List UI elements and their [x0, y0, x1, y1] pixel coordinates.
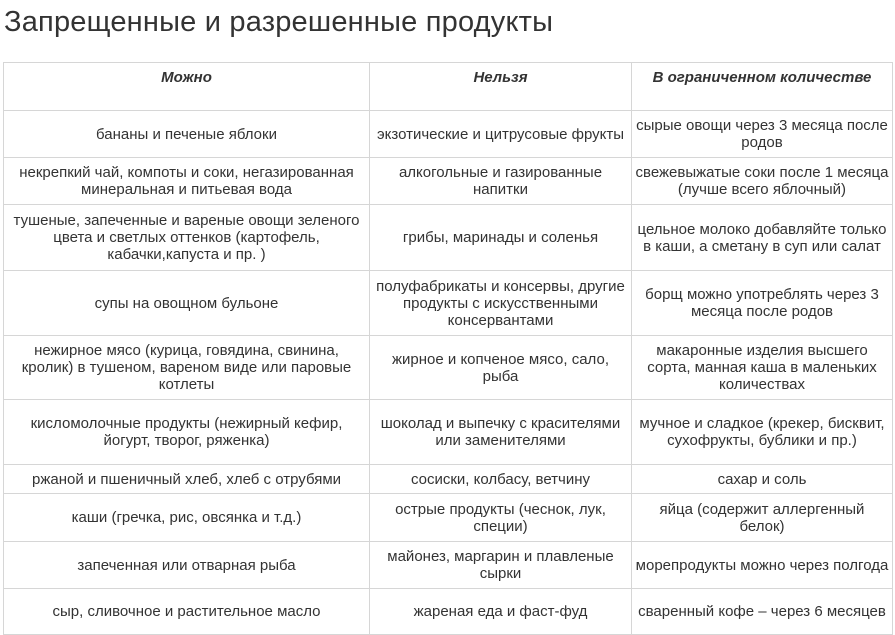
header-forbidden: Нельзя [370, 63, 632, 111]
table-row [4, 400, 893, 465]
cell-allowed: ржаной и пшеничный хлеб, хлеб с отрубями [4, 465, 370, 494]
cell-limited: свежевыжатые соки после 1 месяца (лучше всего яблочный) [632, 158, 893, 205]
cell-forbidden: сосиски, колбасу, ветчину [370, 465, 632, 494]
cell-allowed: кисломолочные продукты (нежирный кефир, йогурт, творог, ряженка) [4, 400, 370, 465]
cell-forbidden: грибы, маринады и соленья [370, 205, 632, 271]
table-header-row [4, 63, 893, 111]
cell-forbidden: майонез, маргарин и плавленые сырки [370, 542, 632, 589]
cell-allowed: тушеные, запеченные и вареные овощи зеленого цвета и светлых оттенков (картофель, кабачки,капуста и пр. ) [4, 205, 370, 271]
header-limited: В ограниченном количестве [632, 63, 893, 111]
cell-forbidden: жареная еда и фаст-фуд [370, 589, 632, 635]
table-row [4, 542, 893, 589]
table-row [4, 158, 893, 205]
cell-limited: сваренный кофе – через 6 месяцев [632, 589, 893, 635]
cell-limited: цельное молоко добавляйте только в каши, а сметану в суп или салат [632, 205, 893, 271]
cell-allowed: бананы и печеные яблоки [4, 111, 370, 158]
cell-forbidden: жирное и копченое мясо, сало, рыба [370, 336, 632, 400]
cell-forbidden: полуфабрикаты и консервы, другие продукты с искусственными консервантами [370, 271, 632, 336]
table-row [4, 271, 893, 336]
cell-allowed: некрепкий чай, компоты и соки, негазированная минеральная и питьевая вода [4, 158, 370, 205]
cell-allowed: супы на овощном бульоне [4, 271, 370, 336]
cell-forbidden: алкогольные и газированные напитки [370, 158, 632, 205]
cell-limited: сырые овощи через 3 месяца после родов [632, 111, 893, 158]
cell-limited: морепродукты можно через полгода [632, 542, 893, 589]
cell-limited: мучное и сладкое (крекер, бисквит, сухофрукты, бублики и пр.) [632, 400, 893, 465]
cell-limited: яйца (содержит аллергенный белок) [632, 494, 893, 542]
cell-limited: борщ можно употреблять через 3 месяца после родов [632, 271, 893, 336]
page-title: Запрещенные и разрешенные продукты [4, 6, 554, 38]
products-table [3, 62, 893, 635]
table-row [4, 589, 893, 635]
cell-limited: сахар и соль [632, 465, 893, 494]
cell-allowed: каши (гречка, рис, овсянка и т.д.) [4, 494, 370, 542]
table-row [4, 111, 893, 158]
header-allowed: Можно [4, 63, 370, 111]
cell-forbidden: острые продукты (чеснок, лук, специи) [370, 494, 632, 542]
cell-allowed: нежирное мясо (курица, говядина, свинина, кролик) в тушеном, вареном виде или паровые котлеты [4, 336, 370, 400]
table-row [4, 494, 893, 542]
cell-allowed: сыр, сливочное и растительное масло [4, 589, 370, 635]
table-row [4, 465, 893, 494]
cell-forbidden: экзотические и цитрусовые фрукты [370, 111, 632, 158]
table-row [4, 336, 893, 400]
cell-allowed: запеченная или отварная рыба [4, 542, 370, 589]
table-row [4, 205, 893, 271]
cell-limited: макаронные изделия высшего сорта, манная каша в маленьких количествах [632, 336, 893, 400]
cell-forbidden: шоколад и выпечку с красителями или заменителями [370, 400, 632, 465]
